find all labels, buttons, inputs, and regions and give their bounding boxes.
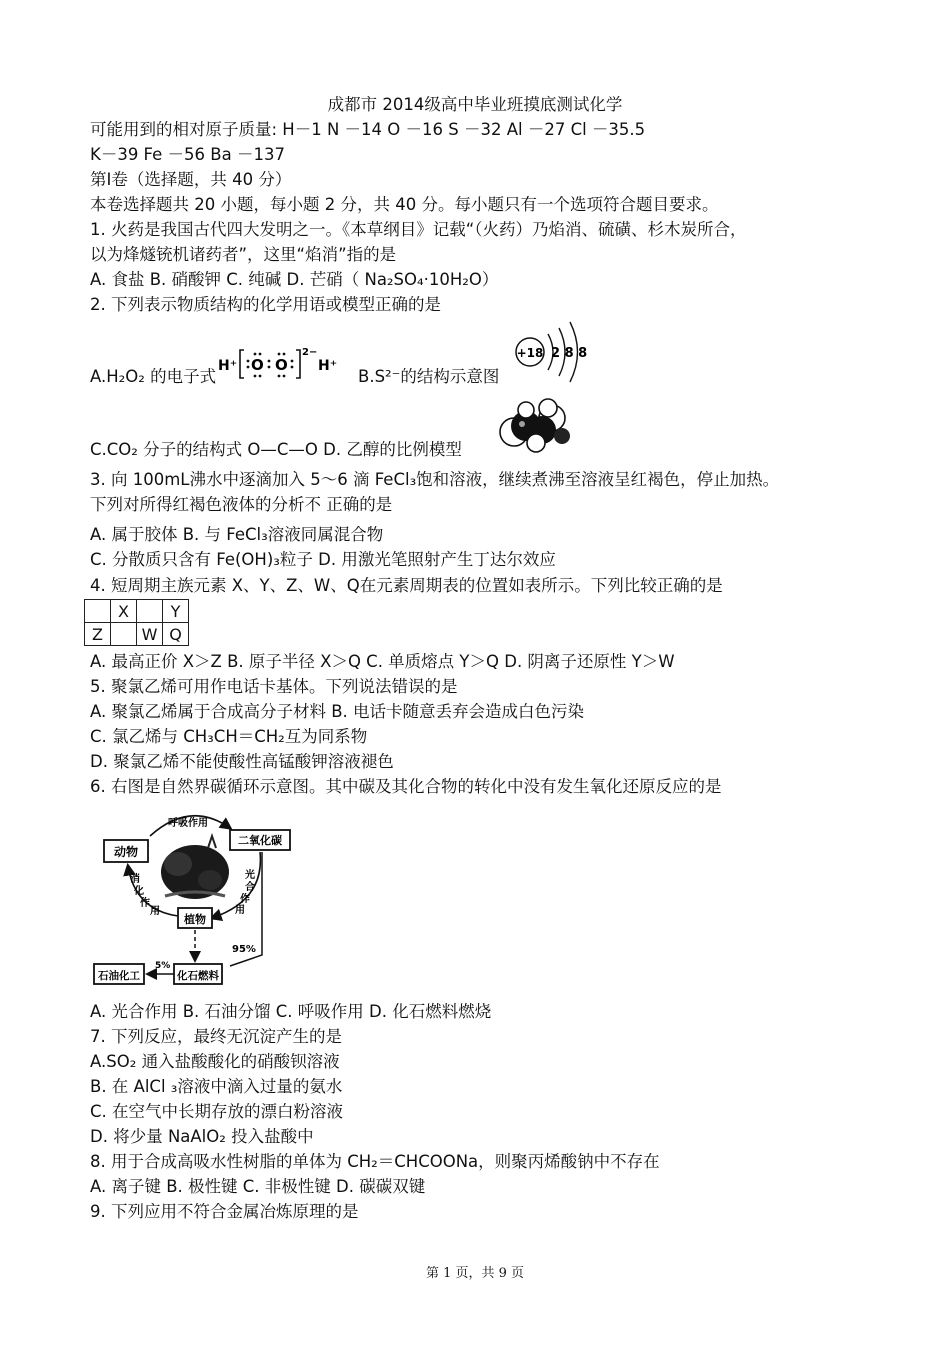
q2-options-c-d: C.CO₂ 分子的结构式 O—C—O D. 乙醇的比例模型	[90, 440, 462, 459]
table-row	[85, 600, 189, 623]
atomic-masses-line-2: K－39 Fe －56 Ba －137	[90, 145, 285, 164]
digestion-char-2: 化	[134, 886, 144, 897]
photosynthesis-char-2: 合	[245, 882, 255, 893]
q5-option-d: D. 聚氯乙烯不能使酸性高锰酸钾溶液褪色	[90, 752, 394, 771]
digestion-char-1: 消	[130, 874, 140, 885]
digestion-char-4: 用	[150, 906, 160, 917]
oxygen-atom-1: O	[251, 356, 264, 374]
digestion-char-3: 作	[140, 898, 150, 909]
atomic-masses-line-1: 可能用到的相对原子质量: H－1 N －14 O －16 S －32 Al －27 Cl －35.5	[90, 120, 646, 139]
shell-electron-counts: 2 8 8	[551, 346, 588, 361]
q3-stem-line-2: 下列对所得红褐色液体的分析不 正确的是	[90, 495, 393, 514]
q4-stem: 4. 短周期主族元素 X、Y、Z、W、Q在元素周期表的位置如表所示。下列比较正确的是	[90, 576, 723, 595]
animal-label: 动物	[113, 845, 139, 859]
q5-option-c: C. 氯乙烯与 CH₃CH＝CH₂互为同系物	[90, 727, 368, 746]
table-row	[85, 623, 189, 646]
table-cell	[85, 600, 111, 623]
section-title: 第Ⅰ卷（选择题，共 40 分）	[90, 170, 292, 189]
q2-option-b: B.S²⁻的结构示意图	[358, 367, 500, 386]
oxygen-atom-2: O	[275, 356, 288, 374]
q8-options: A. 离子键 B. 极性键 C. 非极性键 D. 碳碳双键	[90, 1177, 426, 1196]
photosynthesis-char-3: 作	[240, 894, 250, 905]
carbon-cycle-diagram	[90, 800, 295, 995]
q3-stem-line-1: 3. 向 100mL沸水中逐滴加入 5～6 滴 FeCl₃饱和溶液，继续煮沸至溶液呈红褐色，停止加热。	[90, 470, 780, 489]
plant-label: 植物	[184, 913, 206, 926]
sulfide-ion-structure-diagram	[510, 318, 596, 384]
bracket-right	[296, 350, 300, 378]
q9-stem: 9. 下列应用不符合金属冶炼原理的是	[90, 1202, 359, 1221]
h2o2-electron-formula	[218, 340, 346, 384]
q7-stem: 7. 下列反应，最终无沉淀产生的是	[90, 1027, 342, 1046]
percent-5-label: 5%	[155, 961, 171, 971]
q2-stem: 2. 下列表示物质结构的化学用语或模型正确的是	[90, 295, 441, 314]
page-footer: 第 1 页，共 9 页	[425, 1266, 525, 1281]
table-cell: X	[111, 600, 137, 623]
q1-stem-line-1: 1. 火药是我国古代四大发明之一。《本草纲目》记载“（火药）乃焰消、硫磺、杉木炭所合，	[90, 220, 747, 239]
page-title: 成都市 2014级高中毕业班摸底测试化学	[327, 95, 623, 114]
q5-options-a-b: A. 聚氯乙烯属于合成高分子材料 B. 电话卡随意丢弃会造成白色污染	[90, 702, 585, 721]
ion-charge: 2−	[302, 347, 318, 358]
table-cell: Q	[163, 623, 189, 646]
ethanol-space-filling-model	[496, 396, 574, 454]
q7-option-b: B. 在 AlCl ₃溶液中滴入过量的氨水	[90, 1077, 343, 1096]
q8-stem: 8. 用于合成高吸水性树脂的单体为 CH₂＝CHCOONa，则聚丙烯酸钠中不存在	[90, 1152, 660, 1171]
nucleus-charge: +18	[516, 346, 544, 360]
q4-options: A. 最高正价 X＞Z B. 原子半径 X＞Q C. 单质熔点 Y＞Q D. 阴离子还原性 Y＞W	[90, 652, 675, 671]
q7-option-d: D. 将少量 NaAlO₂ 投入盐酸中	[90, 1127, 314, 1146]
table-cell	[111, 623, 137, 646]
fossil-fuel-label: 化石燃料	[177, 970, 219, 982]
periodic-table-excerpt	[84, 599, 189, 646]
petrochemical-label: 石油化工	[98, 970, 140, 982]
table-cell: Y	[163, 600, 189, 623]
table-cell: W	[137, 623, 163, 646]
table-cell	[137, 600, 163, 623]
h-plus-left: H⁺	[218, 358, 238, 374]
q6-stem: 6. 右图是自然界碳循环示意图。其中碳及其化合物的转化中没有发生氧化还原反应的是	[90, 777, 722, 796]
h-plus-right: H⁺	[318, 358, 338, 374]
co2-label: 二氧化碳	[238, 834, 282, 847]
q7-option-c: C. 在空气中长期存放的漂白粉溶液	[90, 1102, 344, 1121]
photosynthesis-char-4: 用	[235, 905, 245, 916]
q1-stem-line-2: 以为烽燧铳机诸药者”，这里“焰消”指的是	[90, 245, 397, 264]
q1-options: A. 食盐 B. 硝酸钾 C. 纯碱 D. 芒硝（ Na₂SO₄·10H₂O）	[90, 270, 499, 289]
q3-options-c-d: C. 分散质只含有 Fe(OH)₃粒子 D. 用激光笔照射产生丁达尔效应	[90, 550, 556, 569]
table-cell: Z	[85, 623, 111, 646]
photosynthesis-char-1: 光	[245, 870, 255, 881]
percent-95-label: 95%	[232, 944, 256, 955]
q3-options-a-b: A. 属于胶体 B. 与 FeCl₃溶液同属混合物	[90, 525, 384, 544]
q2-option-a: A.H₂O₂ 的电子式	[90, 367, 217, 386]
bracket-left	[240, 350, 244, 378]
q5-stem: 5. 聚氯乙烯可用作电话卡基体。下列说法错误的是	[90, 677, 458, 696]
instructions: 本卷选择题共 20 小题，每小题 2 分，共 40 分。每小题只有一个选项符合题目要求。	[90, 195, 719, 214]
q6-options: A. 光合作用 B. 石油分馏 C. 呼吸作用 D. 化石燃料燃烧	[90, 1002, 492, 1021]
q7-option-a: A.SO₂ 通入盐酸酸化的硝酸钡溶液	[90, 1052, 340, 1071]
respiration-label: 呼吸作用	[168, 818, 208, 829]
landscape-illustration	[161, 836, 229, 899]
